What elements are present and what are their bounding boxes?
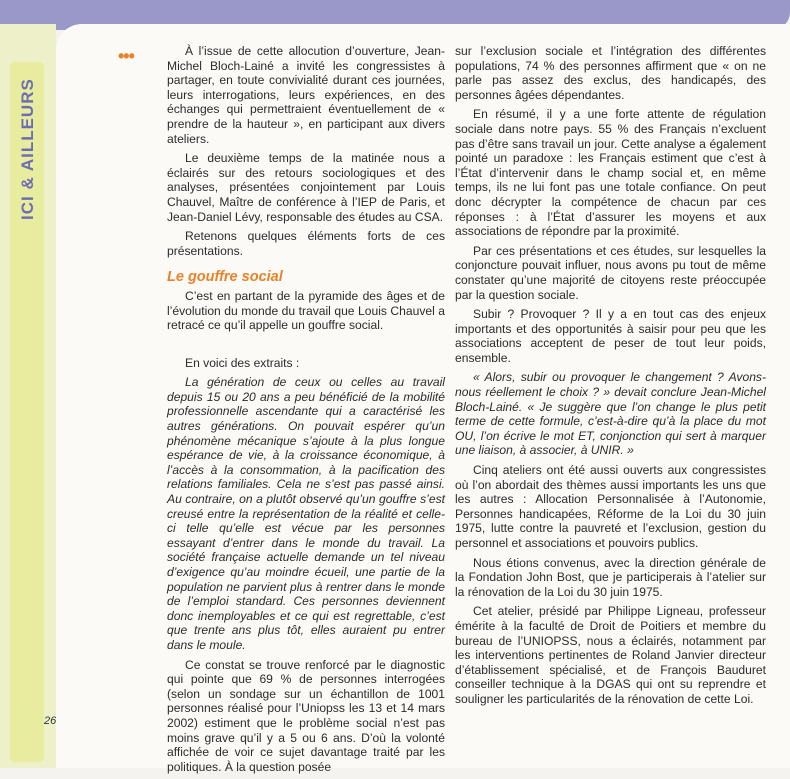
paragraph: Nous étions convenus, avec la direction générale de la Fondation John Bost, que je participerais à l’atelier sur la rénovation de la Loi du 30 juin 1975. — [455, 555, 766, 599]
paragraph: Par ces présentations et ces études, sur lesquelles la conjoncture pouvait influer, nous avons pu tout de même constater qu’une majorité de citoyens reste préoccupée par la question sociale. — [455, 243, 766, 302]
left-column — [167, 44, 445, 779]
paragraph: Le deuxième temps de la matinée nous a éclairés sur des retours sociologiques et des analyses, présentées conjointement par Louis Chauvel, Maître de conférence à l’IEP de Paris, et Jean-Daniel Lévy, responsable des études au CSA. — [167, 151, 445, 224]
bullet-dots: ••• — [118, 46, 134, 66]
paragraph: Ce constat se trouve renforcé par le diagnostic qui pointe que 69 % de personnes interrogées (selon un sondage sur un échantillon de 1001 personnes réalisé pour l’Uniopss les 13 et 14 mars 2002) estiment que le problème social n’est pas moins grave qu’il y a 5 ou 6 ans. D’où la volonté affichée de voir ce sujet davantage traité par les politiques. À la question posée — [167, 657, 445, 774]
paragraph: En résumé, il y a une forte attente de régulation sociale dans notre pays. 55 % des Français n’excluent pas d’être sans travail un jour. Cette analyse a également pointé un paradoxe : les Français estiment que c’est à l’État d’intervenir dans le champ social et, en même temps, ils ne lui font pas une totale confiance. On peut donc décrypter la compétence de chacun par ces réponses : à l’État d’assurer les moyens et aux associations de répondre par la proximité. — [455, 107, 766, 239]
section-label: ICI & AILLEURS — [18, 78, 37, 220]
paragraph: C’est en partant de la pyramide des âges et de l’évolution du monde du travail que Louis Chauvel a retracé ce qu’il appelle un gouffre social. — [167, 288, 445, 333]
paragraph: Retenons quelques éléments forts de ces présentations. — [167, 229, 445, 258]
paragraph: En voici des extraits : — [185, 355, 300, 370]
paragraph: Cinq ateliers ont été aussi ouverts aux congressistes où l’on abordait des thèmes aussi importants les uns que les autres : Allocation Personnalisée à l’Autonomie, Personnes handicapées, Réforme de la Loi du 30 juin 1975, lutte contre la pauvreté et l’exclusion, gestion du personnel et associations et pouvoirs publics. — [455, 463, 766, 550]
paragraph: Subir ? Provoquer ? Il y a en tout cas des enjeux importants et des opportunités à saisir pour peu que les associations acceptent de peser de tout leur poids, ensemble. — [455, 307, 766, 365]
paragraph: Cet atelier, présidé par Philippe Ligneau, professeur émérite à la faculté de Droit de Poitiers et membre du bureau de l’UNIOPSS, nous a éclairés, notamment par les interventions pertinentes de Roland Janvier directeur d’établissement spécialisé, et de François Bauduret conseiller technique à la DGAS qui ont su reprendre et souligner les particularités de la rénovation de cette Loi. — [455, 604, 766, 706]
quote-paragraph: « Alors, subir ou provoquer le changement ? Avons-nous réellement le choix ? » devait conclure Jean-Michel Bloch-Lainé. « Je suggère que l’on change le plus petit terme de cette formule, c’est-à-dire qu’à la place du mot OU, l’on écrive le mot ET, conjonction qui sert à marquer une liaison, à associer, à UNIR. » — [455, 370, 766, 458]
paragraph: sur l’exclusion sociale et l’intégration des différentes populations, 74 % des personnes affirment que « on ne parle pas assez des exclus, des handicapés, des personnes âgées dépendantes. — [455, 44, 766, 102]
page-number: 26 — [44, 715, 57, 727]
quote-paragraph: La génération de ceux ou celles au travail depuis 15 ou 20 ans a peu bénéficié de la mobilité professionnelle ascendante qui a caractérisé les autres générations. On pouvait espérer qu’un phénomène mécanique s’ajoute à la plus longue espérance de vie, à la croissance économique, à l’accès à la consommation, à la pacification des relations familiales. Cela ne s’est pas passé ainsi. Au contraire, on a plutôt observé qu’un gouffre s’est creusé entre la représentation de la réalité et celle-ci telle qu’elle est vécue par les personnes essayant d’entrer dans le monde du travail. La société française actuelle demande un tel niveau d’exigence qu’au moindre écueil, une partie de la population ne parvient plus à rentrer dans le monde de l’emploi standard. Ces personnes deviennent donc inemployables et ce qui est regrettable, c’est que trente ans plus tôt, elles auraient pu entrer dans le moule. — [167, 375, 445, 652]
right-column — [455, 44, 766, 712]
section-subhead: Le gouffre social — [167, 269, 283, 286]
paragraph: À l’issue de cette allocution d’ouverture, Jean-Michel Bloch-Lainé a invité les congressistes à partager, en toute convivialité durant ces journées, leurs interrogations, leurs expériences, en des échanges qui permettraient éventuellement de « prendre de la hauteur », en participant aux divers ateliers. — [167, 44, 445, 146]
